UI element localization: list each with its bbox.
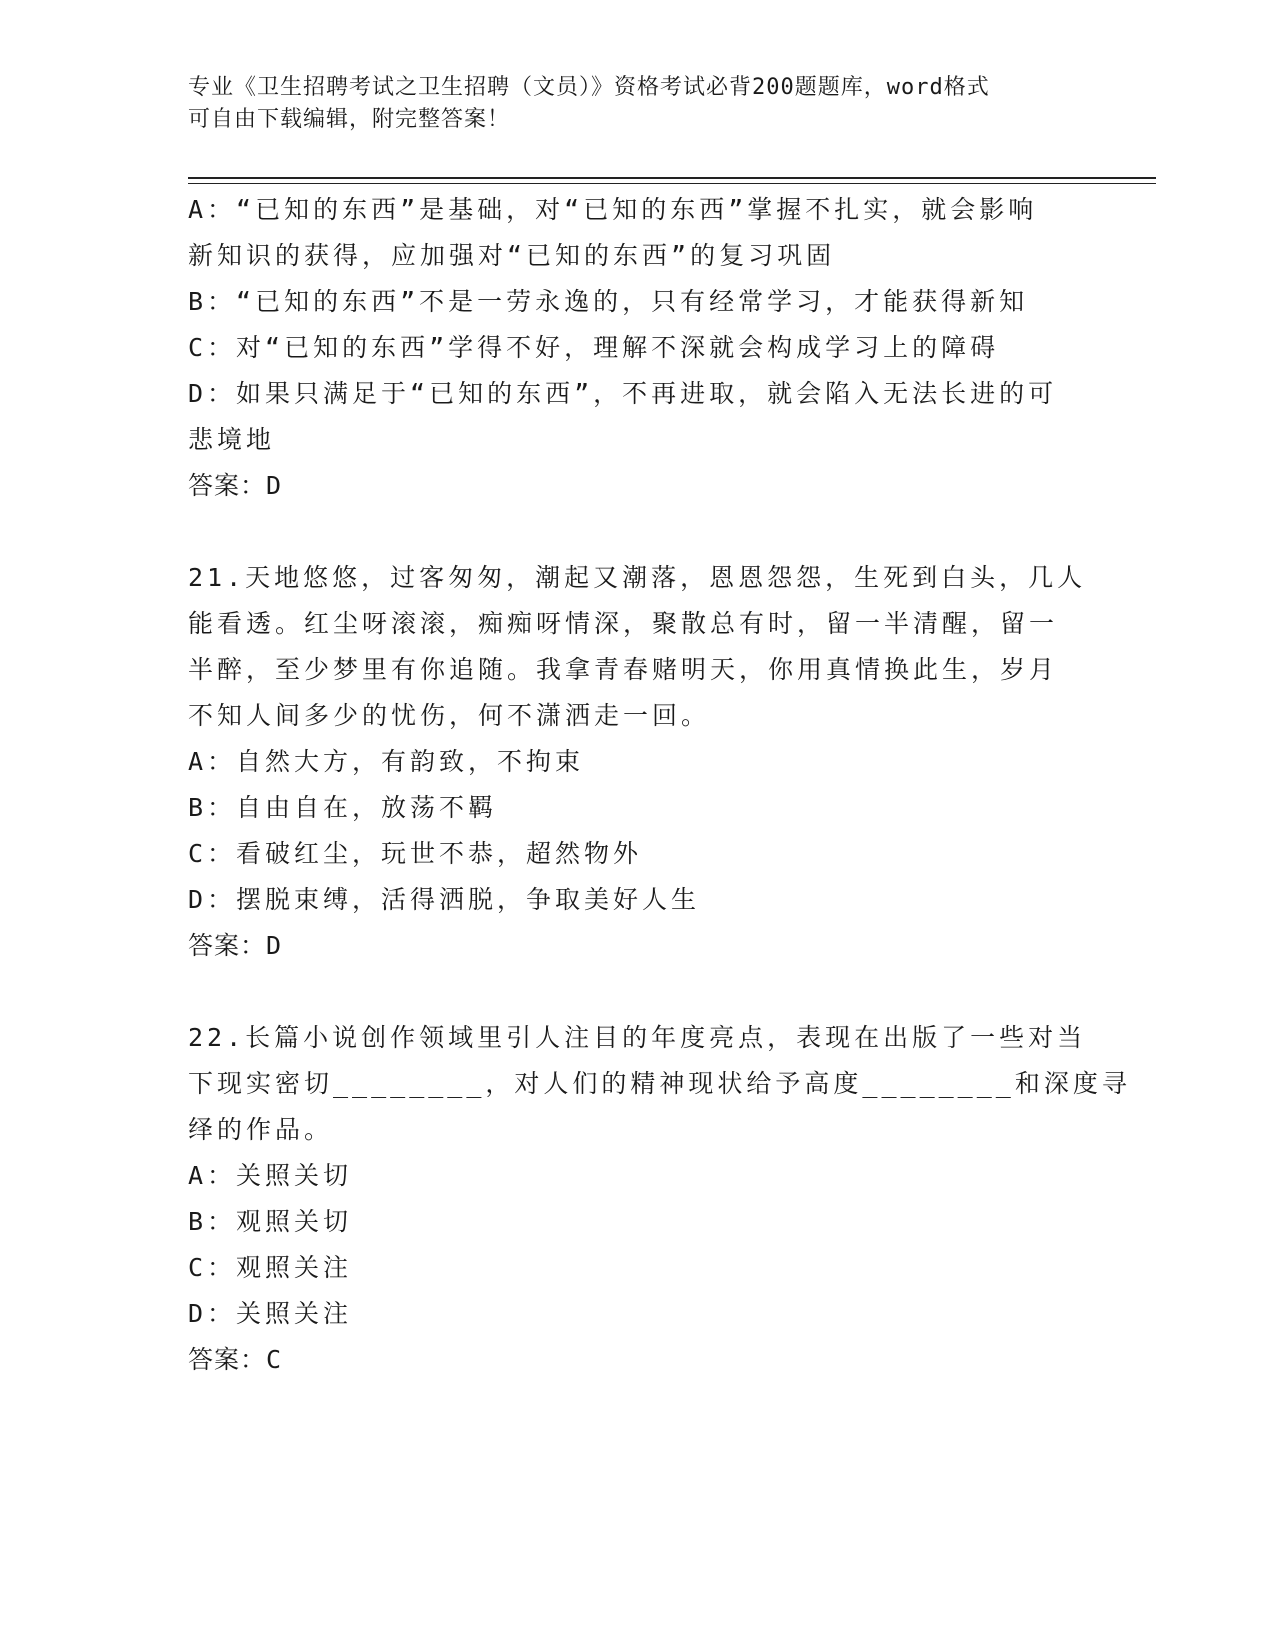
- q22-stem-line-1: 22.长篇小说创作领域里引人注目的年度亮点，表现在出版了一些对当: [188, 1023, 1087, 1052]
- q22-option-a: A：关照关切: [188, 1161, 353, 1190]
- question-22-block: [188, 1015, 1131, 1383]
- q22-option-c: C：观照关注: [188, 1253, 353, 1282]
- question-content: [188, 187, 1131, 1383]
- spacer: [188, 509, 1068, 555]
- q22-answer: 答案：C: [188, 1345, 283, 1374]
- question-20-block: [188, 187, 1068, 509]
- q21-option-b: B：自由自在，放荡不羁: [188, 793, 498, 822]
- header-divider-thick: [188, 177, 1156, 179]
- q20-option-b: B：“已知的东西”不是一劳永逸的，只有经常学习，才能获得新知: [188, 287, 1029, 316]
- header-line-2: 可自由下载编辑，附完整答案！: [188, 107, 511, 132]
- q22-option-d: D：关照关注: [188, 1299, 353, 1328]
- q21-stem-line-2: 能看透。红尘呀滚滚，痴痴呀情深，聚散总有时，留一半清醒，留一: [188, 609, 1059, 638]
- q21-stem-line-3: 半醉，至少梦里有你追随。我拿青春赌明天，你用真情换此生，岁月: [188, 655, 1059, 684]
- q20-option-a-line-1: A：“已知的东西”是基础，对“已知的东西”掌握不扎实，就会影响: [188, 195, 1038, 224]
- header-divider-thin: [188, 183, 1156, 184]
- q22-stem-line-2: 下现实密切________，对人们的精神现状给予高度________和深度寻: [188, 1069, 1131, 1098]
- document-header: [188, 72, 1068, 136]
- q20-option-d-line-2: 悲境地: [188, 425, 276, 454]
- q21-answer: 答案：D: [188, 931, 283, 960]
- q21-stem-line-1: 21.天地悠悠，过客匆匆，潮起又潮落，恩恩怨怨，生死到白头，几人: [188, 563, 1087, 592]
- q20-answer: 答案：D: [188, 471, 283, 500]
- question-21-block: [188, 555, 1087, 969]
- q21-stem-line-4: 不知人间多少的忧伤，何不潇洒走一回。: [188, 701, 711, 730]
- q22-option-b: B：观照关切: [188, 1207, 353, 1236]
- q20-option-c: C：对“已知的东西”学得不好，理解不深就会构成学习上的障碍: [188, 333, 1000, 362]
- q21-option-a: A：自然大方，有韵致，不拘束: [188, 747, 585, 776]
- header-line-1: 专业《卫生招聘考试之卫生招聘（文员）》资格考试必背200题题库，word格式: [188, 75, 990, 100]
- q21-option-c: C：看破红尘，玩世不恭，超然物外: [188, 839, 643, 868]
- q22-stem-line-3: 绎的作品。: [188, 1115, 334, 1144]
- q21-option-d: D：摆脱束缚，活得洒脱，争取美好人生: [188, 885, 701, 914]
- spacer: [188, 969, 1068, 1015]
- q20-option-a-line-2: 新知识的获得，应加强对“已知的东西”的复习巩固: [188, 241, 836, 270]
- q20-option-d-line-1: D：如果只满足于“已知的东西”，不再进取，就会陷入无法长进的可: [188, 379, 1058, 408]
